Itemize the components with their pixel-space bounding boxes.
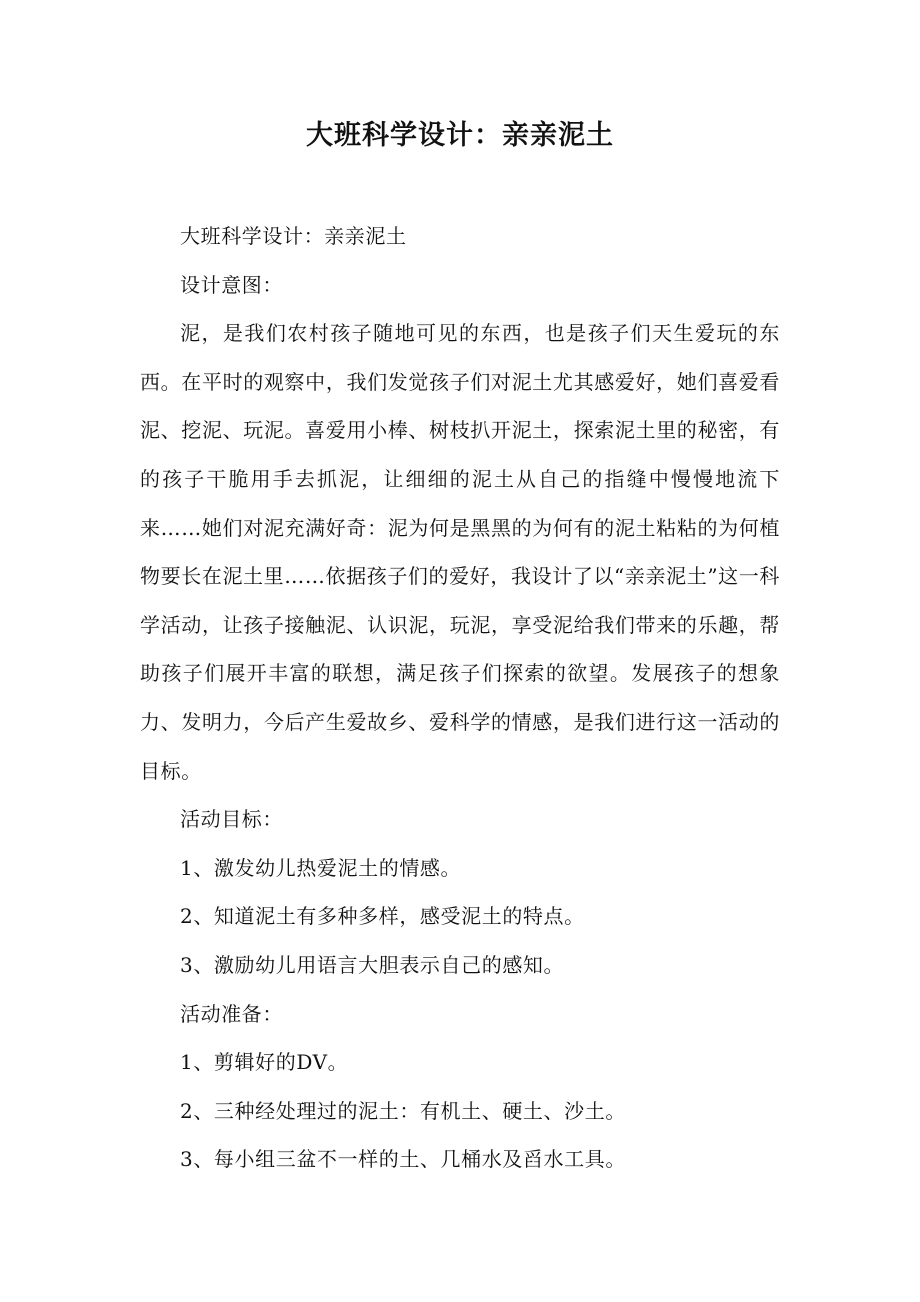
body-subtitle: 大班科学设计：亲亲泥土 — [180, 224, 407, 248]
objective-item: 1、激发幼儿热爱泥土的情感。 — [180, 855, 462, 880]
document-body — [140, 212, 780, 1184]
objective-item: 2、知道泥土有多种多样，感受泥土的特点。 — [180, 904, 585, 929]
preparation-item: 1、剪辑好的DV。 — [180, 1050, 349, 1075]
design-intent-paragraph: 泥，是我们农村孩子随地可见的东西，也是孩子们天生爱玩的东西。在平时的观察中，我们发觉孩子们对泥土尤其感爱好，她们喜爱看泥、挖泥、玩泥。喜爱用小棒、树枝扒开泥土，探索泥土里的秘密，有的孩子干脆用手去抓泥，让细细的泥土从自己的指缝中慢慢地流下来……她们对泥充满好奇：泥为何是黑黑的为何有的泥土粘粘的为何植物要长在泥土里……依据孩子们的爱好，我设计了以“亲亲泥土”这一科学活动，让孩子接触泥、认识泥，玩泥，享受泥给我们带来的乐趣，帮助孩子们展开丰富的联想，满足孩子们探索的欲望。发展孩子的想象力、发明力，今后产生爱故乡、爱科学的情感，是我们进行这一活动的目标。 — [140, 321, 780, 783]
section-heading-design-intent: 设计意图： — [180, 272, 283, 297]
objective-item: 3、激励幼儿用语言大胆表示自己的感知。 — [180, 952, 565, 977]
section-heading-objectives: 活动目标： — [180, 807, 283, 832]
preparation-item: 3、每小组三盆不一样的土、几桶水及舀水工具。 — [180, 1147, 626, 1172]
section-heading-preparation: 活动准备： — [180, 1001, 283, 1026]
preparation-item: 2、三种经处理过的泥土：有机土、硬土、沙土。 — [180, 1098, 626, 1123]
document-title: 大班科学设计：亲亲泥土 — [306, 120, 614, 151]
